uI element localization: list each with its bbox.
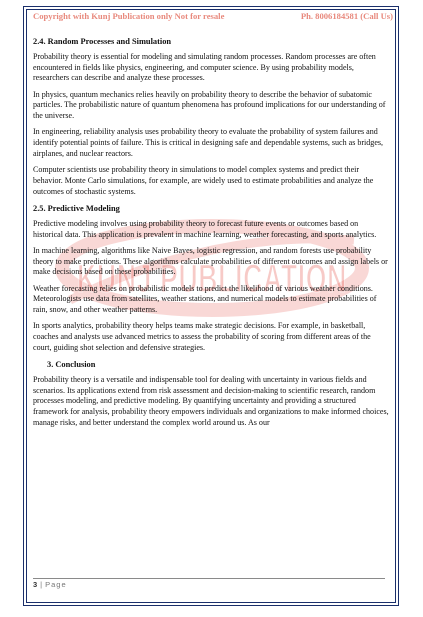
- footer-divider: [33, 578, 385, 579]
- contact-phone: Ph. 8006184581 (Call Us): [300, 11, 393, 21]
- page-label: Page: [45, 580, 67, 589]
- paragraph: Weather forecasting relies on probabilistic models to predict the likelihood of various weather conditions. Meteorologists use data from satellites, weather stations, and numerical models to estimate probabilities of rain, snow, and other weather patterns.: [33, 283, 377, 314]
- section-heading-2-4: 2.4. Random Processes and Simulation: [33, 37, 172, 46]
- header: [33, 11, 393, 21]
- paragraph: Computer scientists use probability theory in simulations to model complex systems and predict their behavior. Monte Carlo simulations, for example, are widely used to estimate probabilities and analyze the outcomes of stochastic systems.: [33, 165, 374, 196]
- paragraph: Probability theory is essential for modeling and simulating random processes. Random processes are often encountered in fields like physics, engineering, and computer science. By using probability models, researchers can describe and analyze these processes.: [33, 52, 376, 83]
- page-number: 3: [33, 580, 38, 589]
- page-footer: [33, 580, 67, 589]
- paragraph: In engineering, reliability analysis uses probability theory to evaluate the probability of system failures and identify potential points of failure. This is critical in designing safe and dependable systems, such as bridges, airplanes, and nuclear reactors.: [33, 127, 384, 158]
- watermark-text: KUNJ PUBLICATION: [77, 257, 347, 301]
- paragraph: Predictive modeling involves using probability theory to forecast future events or outcomes based on historical data. This application is prevalent in machine learning, weather forecasting, and sports analytics.: [33, 218, 377, 239]
- paragraph: Probability theory is a versatile and indispensable tool for dealing with uncertainty in various fields and scenarios. Its applications extend from risk assessment and decision-making to scientific research, random processes modeling, and predictive modeling. By quantifying uncertainty and providing a structured framework for analysis, probability theory empowers individuals and organizations to make informed choices, manage risks, and better understand the complex world around us. As our: [33, 374, 389, 427]
- copyright-notice: Copyright with Kunj Publication only Not for resale: [33, 11, 225, 21]
- paragraph: In sports analytics, probability theory helps teams make strategic decisions. For example, in basketball, coaches and analysts use advanced metrics to assess the probability of scoring from different areas of the court, guiding shot selection and defensive strategies.: [33, 321, 371, 352]
- document-body: [33, 36, 389, 434]
- footer-separator: |: [40, 580, 43, 589]
- section-heading-2-5: 2.5. Predictive Modeling: [33, 203, 120, 213]
- section-heading-3: 3. Conclusion: [47, 359, 96, 369]
- paragraph: In physics, quantum mechanics relies heavily on probability theory to describe the behavior of subatomic particles. The probabilistic nature of quantum phenomena has profound implications for our understanding of the universe.: [33, 89, 386, 121]
- paragraph: In machine learning, algorithms like Naive Bayes, logistic regression, and random forests use probability theory to make predictions. These algorithms calculate probabilities of different outcomes and assign labels or make decisions based on these probabilities.: [33, 245, 388, 277]
